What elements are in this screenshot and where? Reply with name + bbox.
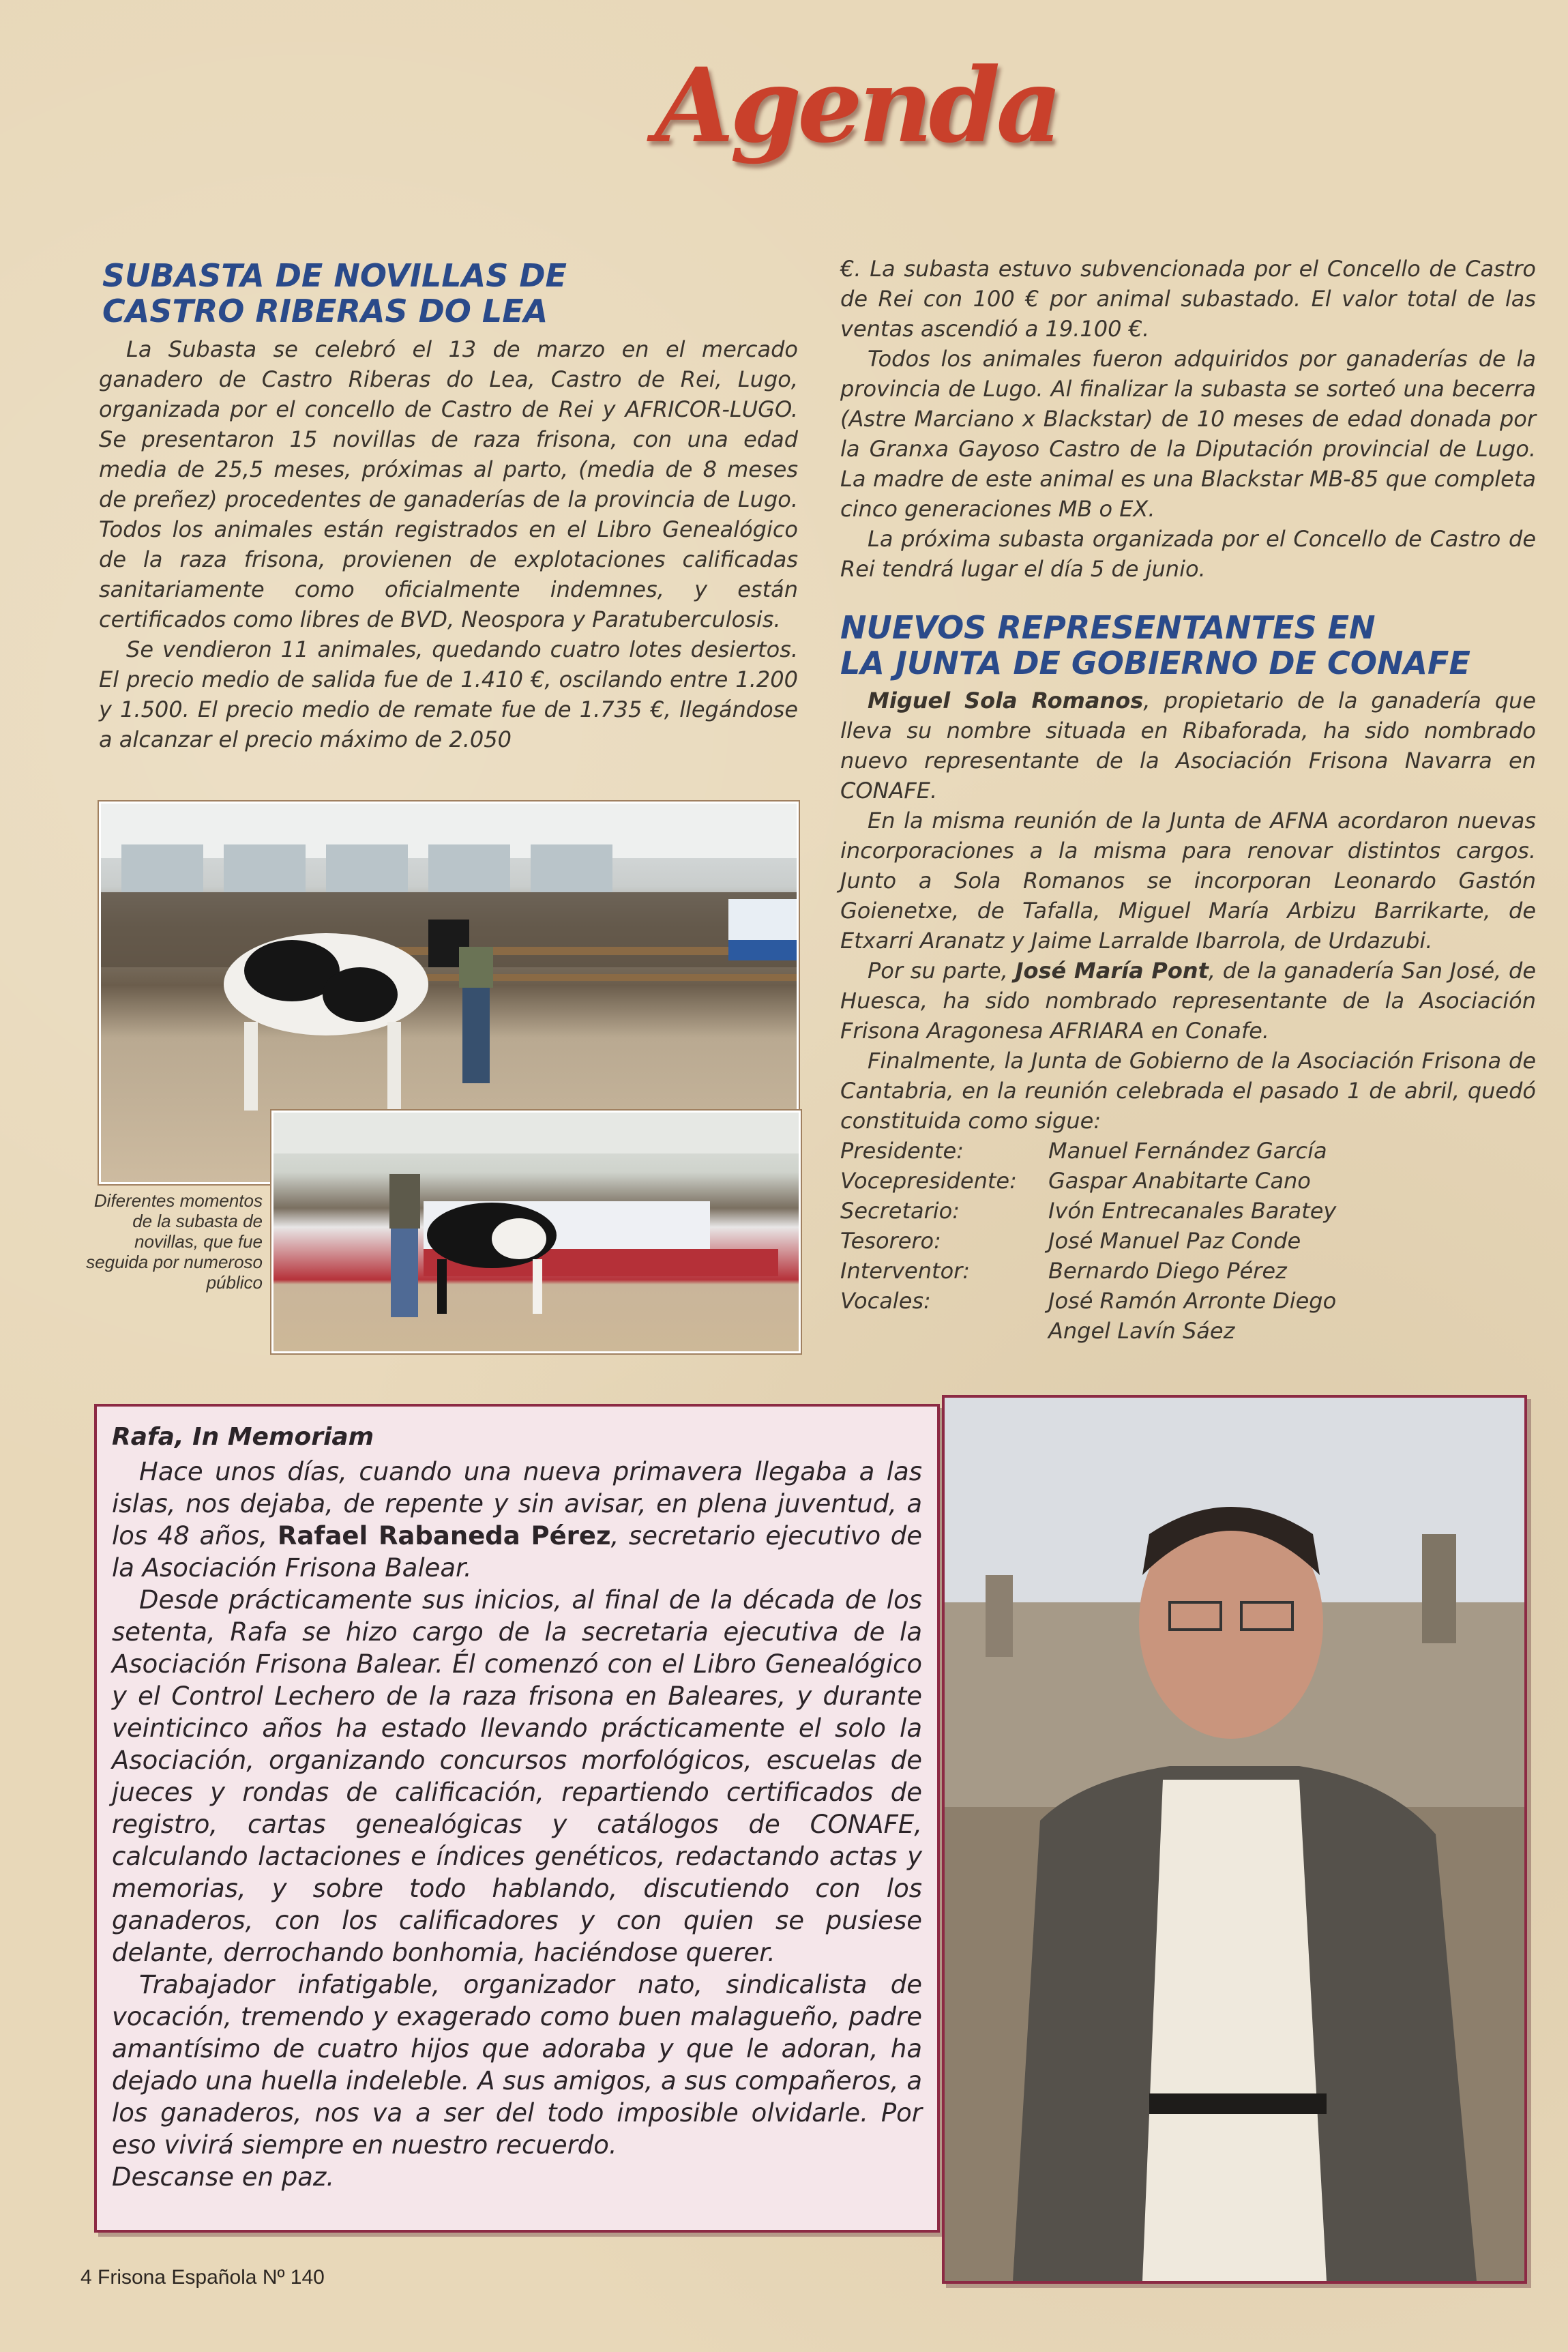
portrait-illustration xyxy=(945,1398,1524,2281)
article2-text: , propietario de la ganadería que lleva su nombre situada en Ribaforada, ha sido nombrado nuevo representante de la Asociación Frisona Navarra en CONAFE. xyxy=(840,688,1537,804)
board-member: Manuel Fernández García xyxy=(1048,1138,1327,1164)
memorial-paragraph: Descanse en paz. xyxy=(112,2162,335,2192)
article2-paragraph: Finalmente, la Junta de Gobierno de la Asociación Frisona de Cantabria, en la reunión celebrada el pasado 1 de abril, quedó constituida como sigue: xyxy=(840,1048,1536,1134)
article1-title-line2: CASTRO RIBERAS DO LEA xyxy=(102,293,548,329)
article1-paragraph: Todos los animales fueron adquiridos por ganaderías de la provincia de Lugo. Al finalizar la subasta se sorteó una becerra (Astre Marciano x Blackstar) de 10 meses de edad donada por la Granxa Gayoso Castro de la Diputación provincial de Lugo. La madre de este animal es una Blackstar MB-85 que completa cinco generaciones MB o EX. xyxy=(840,346,1536,522)
article2-paragraph xyxy=(840,956,1536,1046)
board-role: Tesorero: xyxy=(840,1228,941,1254)
article1-column-right xyxy=(840,254,1536,584)
article2-title-line1: NUEVOS REPRESENTANTES EN xyxy=(840,609,1376,646)
article1-paragraph: Se vendieron 11 animales, quedando cuatro lotes desiertos. El precio medio de salida fue de 1.410 €, oscilando entre 1.200 y 1.500. El precio medio de remate fue de 1.735 €, llegándose a alcanzar el precio máximo de 2.050 xyxy=(99,636,798,752)
board-role xyxy=(840,1316,1048,1346)
board-member: Ivón Entrecanales Baratey xyxy=(1048,1198,1337,1224)
board-role: Interventor: xyxy=(840,1258,971,1284)
board-role: Secretario: xyxy=(840,1198,960,1224)
board-role: Presidente: xyxy=(840,1138,964,1164)
board-row xyxy=(840,1196,1336,1226)
article2-title-line2: LA JUNTA DE GOBIERNO DE CONAFE xyxy=(840,645,1470,681)
article2-paragraph: En la misma reunión de la Junta de AFNA acordaron nuevas incorporaciones a la misma para renovar distintos cargos. Junto a Sola Romanos se incorporan Leonardo Gastón Goienetxe, de Tafalla, Miguel María Arbizu Barrikarte, de Etxarri Aranatz y Jaime Larralde Ibarrola, de Urdazubi. xyxy=(840,808,1536,954)
board-member: Gaspar Anabitarte Cano xyxy=(1048,1168,1311,1194)
memorial-text: Hace unos días, cuando una nueva primavera llegaba a las islas, nos dejaba, de repente y sin avisar, en plena juventud, a los 48 años, xyxy=(112,1457,922,1550)
person-name: Miguel Sola Romanos xyxy=(868,688,1144,714)
article1-heading xyxy=(102,258,798,329)
board-member: Angel Lavín Sáez xyxy=(1048,1318,1235,1344)
board-row xyxy=(840,1136,1336,1166)
board-row xyxy=(840,1226,1336,1256)
article2-heading xyxy=(840,610,1550,681)
board-row xyxy=(840,1316,1336,1346)
board-member: Bernardo Diego Pérez xyxy=(1048,1258,1287,1284)
memorial-box xyxy=(94,1404,940,2233)
article2-text: Por su parte, xyxy=(868,958,1016,984)
agenda-logo: Agenda xyxy=(655,46,1059,166)
page-footer: 4 Frisona Española Nº 140 xyxy=(80,2266,325,2289)
auction-photo-2-illustration xyxy=(273,1113,799,1351)
article1-column-left xyxy=(99,334,798,754)
person-name: Rafael Rabaneda Pérez xyxy=(277,1521,611,1550)
board-row xyxy=(840,1286,1336,1316)
memorial-paragraph: Trabajador infatigable, organizador nato, sindicalista de vocación, tremendo y exagerado como buen malagueño, padre amantísimo de cuatro hijos que adoraba y que le adoran, ha dejado una huella indeleble. A sus amigos, a sus compañeros, a los ganaderos, nos va a ser del todo imposible olvidarle. Por eso vivirá siempre en nuestro recuerdo. xyxy=(112,1970,922,2160)
memorial-title: Rafa, In Memoriam xyxy=(112,1423,374,1451)
article1-paragraph: La próxima subasta organizada por el Concello de Castro de Rei tendrá lugar el día 5 de junio. xyxy=(840,526,1536,582)
article1-paragraph: La Subasta se celebró el 13 de marzo en el mercado ganadero de Castro Riberas do Lea, Castro de Rei, Lugo, organizada por el concello de Castro de Rei y AFRICOR-LUGO. Se presentaron 15 novillas de raza frisona, con una edad media de 25,5 meses, próximas al parto, (media de 8 meses de preñez) procedentes de ganaderías de la provincia de Lugo. Todos los animales están registrados en el Libro Genealógico de la raza frisona, provienen de explotaciones calificadas sanitariamente como oficialmente indemnes, y están certificados como libres de BVD, Neospora y Paratuberculosis. xyxy=(99,336,798,632)
article2-body xyxy=(840,686,1536,1346)
memorial-paragraph xyxy=(112,1456,922,1584)
memorial-text: , secretario ejecutivo de la Asociación Frisona Balear. xyxy=(112,1521,922,1583)
board-role: Vocepresidente: xyxy=(840,1168,1017,1194)
memorial-body xyxy=(112,1456,922,2193)
board-list xyxy=(840,1136,1336,1346)
board-member: José Manuel Paz Conde xyxy=(1048,1228,1301,1254)
article1-paragraph: €. La subasta estuvo subvencionada por el Concello de Castro de Rei con 100 € por animal subastado. El valor total de las ventas ascendió a 19.100 €. xyxy=(840,256,1536,342)
portrait-photo xyxy=(942,1395,1527,2284)
board-member: José Ramón Arronte Diego xyxy=(1048,1288,1337,1314)
board-role: Vocales: xyxy=(840,1288,931,1314)
person-name: José María Pont xyxy=(1015,958,1209,984)
auction-photo-2 xyxy=(271,1111,801,1353)
photo-caption: Diferentes momentos de la subasta de novillas, que fue seguida por numeroso público xyxy=(86,1190,263,1293)
board-row xyxy=(840,1256,1336,1286)
article2-paragraph xyxy=(840,686,1536,806)
memorial-paragraph: Desde prácticamente sus inicios, al final de la década de los setenta, Rafa se hizo cargo de la secretaria ejecutiva de la Asociación Frisona Balear. Él comenzó con el Libro Genealógico y el Control Lechero de la raza frisona en Baleares, y durante veinticinco años ha estado llevando prácticamente el solo la Asociación, organizando concursos morfológicos, escuelas de jueces y rondas de calificación, repartiendo certificados de registro, cartas genealógicas y catálogos de CONAFE, calculando lactaciones e índices genéticos, redactando actas y memorias, y sobre todo hablando, discutiendo con los ganaderos, con los calificadores y con quien se pusiese delante, derrochando bonhomia, haciéndose querer. xyxy=(112,1585,922,1967)
board-row xyxy=(840,1166,1336,1196)
article2-text: , de la ganadería San José, de Huesca, ha sido nombrado representante de la Asociación Frisona Aragonesa AFRIARA en Conafe. xyxy=(840,958,1537,1044)
article1-title-line1: SUBASTA DE NOVILLAS DE xyxy=(102,257,567,294)
